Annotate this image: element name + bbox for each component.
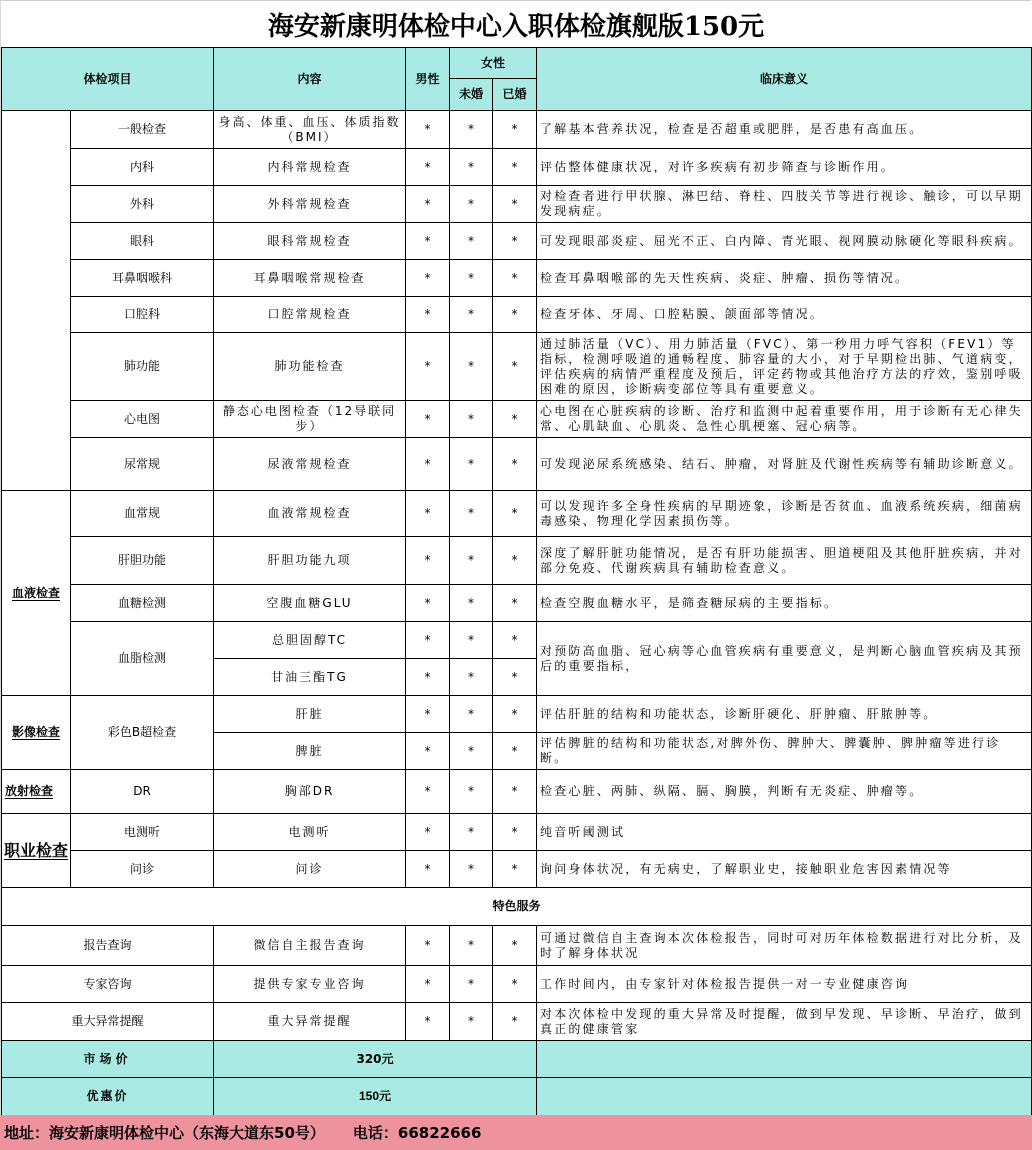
male-mark: * xyxy=(406,537,450,585)
item-content: 尿液常规检查 xyxy=(214,438,406,491)
clinical-meaning: 询问身体状况，有无病史，了解职业史，接触职业危害因素情况等 xyxy=(537,851,1032,888)
table-row xyxy=(2,111,1032,149)
male-mark: * xyxy=(406,297,450,333)
married-mark: * xyxy=(493,770,537,814)
male-mark: * xyxy=(406,438,450,491)
clinical-meaning: 通过肺活量（VC）、用力肺活量（FVC）、第一秒用力呼气容积（FEV1）等指标，检测呼吸道的通畅程度、肺容量的大小，对于早期检出肺、气道病变，评估疾病的病情严重程度及预后，评定药物或其他治疗方法的疗效，鉴别呼吸困难的原因，诊断病变部位等具有重要意义。 xyxy=(537,333,1032,401)
discount-price-row xyxy=(2,1078,1032,1116)
market-price-row xyxy=(2,1041,1032,1078)
service-content: 微信自主报告查询 xyxy=(214,926,406,966)
table-row xyxy=(2,297,1032,333)
male-mark: * xyxy=(406,851,450,888)
married-mark: * xyxy=(493,966,537,1003)
item-name: 电测听 xyxy=(71,814,214,851)
item-name: DR xyxy=(71,770,214,814)
unmarried-mark: * xyxy=(450,659,493,696)
married-mark: * xyxy=(493,814,537,851)
male-mark: * xyxy=(406,585,450,622)
item-name: 尿常规 xyxy=(71,438,214,491)
table-row xyxy=(2,333,1032,401)
item-content: 耳鼻咽喉常规检查 xyxy=(214,260,406,297)
male-mark: * xyxy=(406,223,450,260)
table-row xyxy=(2,401,1032,438)
unmarried-mark: * xyxy=(450,149,493,186)
clinical-meaning: 检查耳鼻咽喉部的先天性疾病、炎症、肿瘤、损伤等情况。 xyxy=(537,260,1032,297)
married-mark: * xyxy=(493,659,537,696)
service-name: 专家咨询 xyxy=(2,966,214,1003)
header-content: 内容 xyxy=(214,48,406,111)
category-imaging: 影像检查 xyxy=(2,696,71,770)
clinical-meaning: 纯音听阈测试 xyxy=(537,814,1032,851)
unmarried-mark: * xyxy=(450,297,493,333)
item-name: 内科 xyxy=(71,149,214,186)
exam-table xyxy=(1,47,1032,1116)
table-row xyxy=(2,585,1032,622)
male-mark: * xyxy=(406,1003,450,1041)
item-name: 彩色B超检查 xyxy=(71,696,214,770)
male-mark: * xyxy=(406,622,450,659)
table-row xyxy=(2,260,1032,297)
item-content: 静态心电图检查（12导联同步） xyxy=(214,401,406,438)
service-meaning: 可通过微信自主查询本次体检报告，同时可对历年体检数据进行对比分析，及时了解身体状况 xyxy=(537,926,1032,966)
table-row xyxy=(2,770,1032,814)
married-mark: * xyxy=(493,333,537,401)
page-title: 海安新康明体检中心入职体检旗舰版150元 xyxy=(1,0,1031,47)
unmarried-mark: * xyxy=(450,1003,493,1041)
clinical-meaning: 评估整体健康状况，对许多疾病有初步筛查与诊断作用。 xyxy=(537,149,1032,186)
unmarried-mark: * xyxy=(450,223,493,260)
service-content: 重大异常提醒 xyxy=(214,1003,406,1041)
footer-address: 地址：海安新康明体检中心（东海大道东50号） xyxy=(4,1124,325,1142)
unmarried-mark: * xyxy=(450,186,493,223)
unmarried-mark: * xyxy=(450,537,493,585)
clinical-meaning: 对检查者进行甲状腺、淋巴结、脊柱、四肢关节等进行视诊、触诊，可以早期发现病症。 xyxy=(537,186,1032,223)
male-mark: * xyxy=(406,111,450,149)
table-row xyxy=(2,696,1032,733)
header-item: 体检项目 xyxy=(2,48,214,111)
unmarried-mark: * xyxy=(450,733,493,770)
item-name: 口腔科 xyxy=(71,297,214,333)
clinical-meaning: 可发现泌尿系统感染、结石、肿瘤，对肾脏及代谢性疾病等有辅助诊断意义。 xyxy=(537,438,1032,491)
header-unmarried: 未婚 xyxy=(450,79,493,111)
unmarried-mark: * xyxy=(450,333,493,401)
item-content: 眼科常规检查 xyxy=(214,223,406,260)
header-male: 男性 xyxy=(406,48,450,111)
married-mark: * xyxy=(493,733,537,770)
header-female: 女性 xyxy=(450,48,537,79)
clinical-meaning: 了解基本营养状况，检查是否超重或肥胖，是否患有高血压。 xyxy=(537,111,1032,149)
male-mark: * xyxy=(406,186,450,223)
item-content: 内科常规检查 xyxy=(214,149,406,186)
male-mark: * xyxy=(406,696,450,733)
male-mark: * xyxy=(406,333,450,401)
unmarried-mark: * xyxy=(450,401,493,438)
married-mark: * xyxy=(493,297,537,333)
item-name: 肺功能 xyxy=(71,333,214,401)
item-content: 肺功能检查 xyxy=(214,333,406,401)
married-mark: * xyxy=(493,585,537,622)
male-mark: * xyxy=(406,926,450,966)
clinical-meaning: 深度了解肝脏功能情况，是否有肝功能损害、胆道梗阻及其他肝脏疾病，并对部分免疫、代谢疾病具有辅助检查意义。 xyxy=(537,537,1032,585)
clinical-meaning: 心电图在心脏疾病的诊断、治疗和监测中起着重要作用，用于诊断有无心律失常、心肌缺血、心肌炎、急性心肌梗塞、冠心病等。 xyxy=(537,401,1032,438)
unmarried-mark: * xyxy=(450,770,493,814)
table-row xyxy=(2,186,1032,223)
item-name: 耳鼻咽喉科 xyxy=(71,260,214,297)
table-row xyxy=(2,814,1032,851)
male-mark: * xyxy=(406,149,450,186)
item-name: 心电图 xyxy=(71,401,214,438)
unmarried-mark: * xyxy=(450,851,493,888)
male-mark: * xyxy=(406,733,450,770)
item-content: 胸部DR xyxy=(214,770,406,814)
clinical-meaning: 评估肝脏的结构和功能状态，诊断肝硬化、肝肿瘤、肝脓肿等。 xyxy=(537,696,1032,733)
table-row xyxy=(2,851,1032,888)
item-content: 口腔常规检查 xyxy=(214,297,406,333)
married-mark: * xyxy=(493,491,537,537)
clinical-meaning: 检查牙体、牙周、口腔粘膜、颌面部等情况。 xyxy=(537,297,1032,333)
item-content: 身高、体重、血压、体质指数（BMI） xyxy=(214,111,406,149)
male-mark: * xyxy=(406,814,450,851)
table-row xyxy=(2,491,1032,537)
item-content: 电测听 xyxy=(214,814,406,851)
item-name: 血常规 xyxy=(71,491,214,537)
service-row xyxy=(2,966,1032,1003)
item-content: 甘油三酯TG xyxy=(214,659,406,696)
discount-price-blank xyxy=(537,1078,1032,1116)
married-mark: * xyxy=(493,696,537,733)
unmarried-mark: * xyxy=(450,966,493,1003)
clinical-meaning: 检查心脏、两肺、纵隔、膈、胸膜，判断有无炎症、肿瘤等。 xyxy=(537,770,1032,814)
item-content: 空腹血糖GLU xyxy=(214,585,406,622)
unmarried-mark: * xyxy=(450,814,493,851)
married-mark: * xyxy=(493,401,537,438)
married-mark: * xyxy=(493,260,537,297)
item-name: 血糖检测 xyxy=(71,585,214,622)
married-mark: * xyxy=(493,223,537,260)
discount-price-label: 优惠价 xyxy=(2,1078,214,1116)
service-name: 报告查询 xyxy=(2,926,214,966)
category-radiology: 放射检查 xyxy=(2,770,71,814)
discount-price-value: 150元 xyxy=(214,1078,537,1116)
male-mark: * xyxy=(406,260,450,297)
header-married: 已婚 xyxy=(493,79,537,111)
item-name: 肝胆功能 xyxy=(71,537,214,585)
male-mark: * xyxy=(406,491,450,537)
married-mark: * xyxy=(493,1003,537,1041)
service-row xyxy=(2,1003,1032,1041)
item-content: 总胆固醇TC xyxy=(214,622,406,659)
category-blood: 血液检查 xyxy=(2,491,71,696)
table-row xyxy=(2,149,1032,186)
service-row xyxy=(2,926,1032,966)
category-general xyxy=(2,111,71,491)
unmarried-mark: * xyxy=(450,585,493,622)
table-row xyxy=(2,438,1032,491)
market-price-value: 320元 xyxy=(214,1041,537,1078)
item-content: 外科常规检查 xyxy=(214,186,406,223)
item-content: 肝胆功能九项 xyxy=(214,537,406,585)
married-mark: * xyxy=(493,186,537,223)
special-services-title: 特色服务 xyxy=(2,888,1032,926)
male-mark: * xyxy=(406,770,450,814)
unmarried-mark: * xyxy=(450,438,493,491)
unmarried-mark: * xyxy=(450,491,493,537)
married-mark: * xyxy=(493,926,537,966)
category-occupational: 职业检查 xyxy=(2,814,71,888)
clinical-meaning: 对预防高血脂、冠心病等心血管疾病有重要意义，是判断心脑血管疾病及其预后的重要指标， xyxy=(537,622,1032,696)
male-mark: * xyxy=(406,966,450,1003)
unmarried-mark: * xyxy=(450,622,493,659)
market-price-label: 市场价 xyxy=(2,1041,214,1078)
item-name: 一般检查 xyxy=(71,111,214,149)
table-row xyxy=(2,223,1032,260)
section-row xyxy=(2,888,1032,926)
item-content: 肝脏 xyxy=(214,696,406,733)
footer-bar xyxy=(0,1115,1032,1150)
footer-phone: 电话：66822666 xyxy=(352,1124,482,1142)
male-mark: * xyxy=(406,401,450,438)
header-row xyxy=(2,48,1032,79)
item-name: 外科 xyxy=(71,186,214,223)
married-mark: * xyxy=(493,438,537,491)
married-mark: * xyxy=(493,111,537,149)
unmarried-mark: * xyxy=(450,696,493,733)
table-row xyxy=(2,622,1032,659)
service-content: 提供专家专业咨询 xyxy=(214,966,406,1003)
header-meaning: 临床意义 xyxy=(537,48,1032,111)
item-content: 血液常规检查 xyxy=(214,491,406,537)
table-row xyxy=(2,537,1032,585)
market-price-blank xyxy=(537,1041,1032,1078)
clinical-meaning: 检查空腹血糖水平，是筛查糖尿病的主要指标。 xyxy=(537,585,1032,622)
married-mark: * xyxy=(493,622,537,659)
item-name: 血脂检测 xyxy=(71,622,214,696)
unmarried-mark: * xyxy=(450,926,493,966)
unmarried-mark: * xyxy=(450,260,493,297)
clinical-meaning: 可发现眼部炎症、屈光不正、白内障、青光眼、视网膜动脉硬化等眼科疾病。 xyxy=(537,223,1032,260)
married-mark: * xyxy=(493,537,537,585)
service-name: 重大异常提醒 xyxy=(2,1003,214,1041)
unmarried-mark: * xyxy=(450,111,493,149)
service-meaning: 对本次体检中发现的重大异常及时提醒，做到早发现、早诊断、早治疗，做到真正的健康管家 xyxy=(537,1003,1032,1041)
item-name: 问诊 xyxy=(71,851,214,888)
item-content: 脾脏 xyxy=(214,733,406,770)
clinical-meaning: 评估脾脏的结构和功能状态,对脾外伤、脾肿大、脾囊肿、脾肿瘤等进行诊断。 xyxy=(537,733,1032,770)
male-mark: * xyxy=(406,659,450,696)
item-name: 眼科 xyxy=(71,223,214,260)
married-mark: * xyxy=(493,149,537,186)
item-content: 问诊 xyxy=(214,851,406,888)
clinical-meaning: 可以发现许多全身性疾病的早期迹象，诊断是否贫血、血液系统疾病，细菌病毒感染、物理化学因素损伤等。 xyxy=(537,491,1032,537)
service-meaning: 工作时间内，由专家针对体检报告提供一对一专业健康咨询 xyxy=(537,966,1032,1003)
married-mark: * xyxy=(493,851,537,888)
